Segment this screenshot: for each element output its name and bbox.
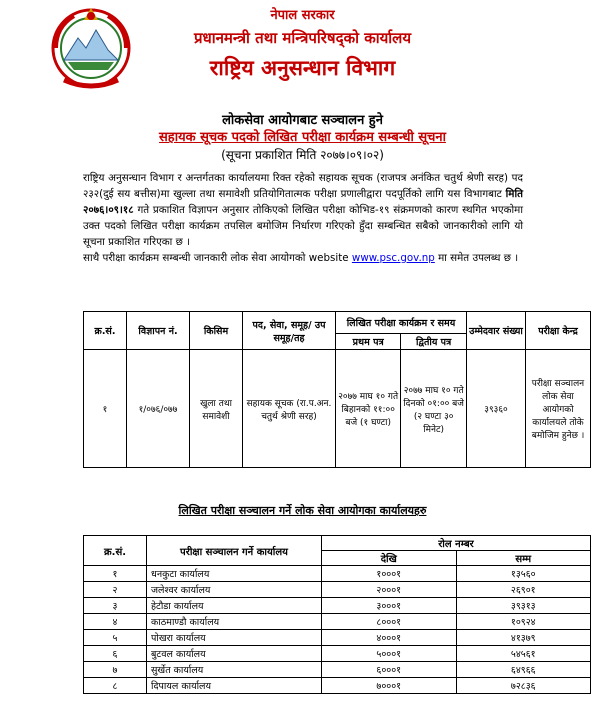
col-from: देखि [322,551,457,566]
cell-to: ३९३१३ [456,598,591,614]
exam-schedule-table [83,311,591,468]
cell-sn: ८ [84,678,147,694]
col-paper2: द्वितीय पत्र [401,334,467,350]
cell-office: धनकुटा कार्यालय [147,566,322,582]
cell-candidates: ३९३६० [467,350,526,468]
cell-office: बुटवल कार्यालय [147,646,322,662]
cell-to: २६९०१ [456,582,591,598]
paragraph-1: राष्ट्रिय अनुसन्धान विभाग र अन्तर्गतका कार्यालयमा रिक्त रहेको सहायक सूचक (राजपत्र अनंकित चतुर्थ श्रेणी सरह) पद २३२(दुई सय बत्तीस)मा खुल्ला तथा समावेशी प्रतियोगितात्मक परीक्षा प्रणालीद्वारा पदपूर्तिको लागि यस विभागबाट मिति २०७६।०९।१८ गते प्रकाशित विज्ञापन अनुसार तोकिएको लिखित परीक्षा कोभिड-१९ संक्रमणको कारण स्थगित भएकोमा उक्त पदको लिखित परीक्षा कार्यक्रम तपसिल बमोजिम निर्धारण गरिएको हुँदा सम्बन्धित सबैको जानकारीको लागि यो सूचना प्रकाशित गरिएका छ । [83,172,523,248]
cell-office: दिपायल कार्यालय [147,678,322,694]
table-row [84,598,591,614]
table-row [84,646,591,662]
cell-type: खुला तथा समावेशी [190,350,243,468]
table-row [84,566,591,582]
cell-post: सहायक सूचक (रा.प.अन. चतुर्थ श्रेणी सरह) [243,350,336,468]
table-row [84,678,591,694]
cell-office: जलेश्वर कार्यालय [147,582,322,598]
cell-to: १३५६० [456,566,591,582]
cell-to: ५४५६१ [456,646,591,662]
cell-paper1: २०७७ माघ १० गते बिहानको ११:०० बजे (१ घण्टा) [336,350,401,468]
published-date: (सूचना प्रकाशित मिति २०७७।०९।०२) [221,148,384,162]
cell-to: ४१३७९ [456,630,591,646]
cell-sn: १ [84,350,127,468]
offices-title: लिखित परीक्षा सञ्चालन गर्ने लोक सेवा आयोगका कार्यालयहरु [178,504,427,517]
cell-sn: ६ [84,646,147,662]
table-row [84,662,591,678]
cell-centre: परीक्षा सञ्चालन लोक सेवा आयोगको कार्यालयले तोके बमोजिम हुनेछ । [526,350,591,468]
paragraph-2: साथै परीक्षा कार्यक्रम सम्बन्धी जानकारी लोक सेवा आयोगको website www.psc.gov.np मा समेत उपलब्ध छ । [83,252,519,264]
department-name: राष्ट्रिय अनुसन्धान विभाग [209,56,396,80]
cell-from: २०००१ [322,582,457,598]
col-sn: क्र.सं. [84,312,127,350]
cell-from: ६०००१ [322,662,457,678]
table-row [84,614,591,630]
notice-body [83,170,523,266]
notice-subtitle: सहायक सूचक पदको लिखित परीक्षा कार्यक्रम सम्बन्धी सूचना [159,130,446,145]
cell-office: पोखरा कार्यालय [147,630,322,646]
cell-from: ५०००१ [322,646,457,662]
col-post: पद, सेवा, समूह/ उप समूह/तह [243,312,336,350]
psc-website-link[interactable]: www.psc.gov.np [351,252,435,264]
col-schedule: लिखित परीक्षा कार्यक्रम र समय [336,312,467,334]
cell-from: ४०००१ [322,630,457,646]
table-row [84,582,591,598]
table-row [84,350,591,468]
cell-office: काठमाण्डौ कार्यालय [147,614,322,630]
cell-sn: ३ [84,598,147,614]
col-office: परीक्षा सञ्चालन गर्ने कार्यालय [147,536,322,566]
cell-sn: ४ [84,614,147,630]
col-ad-no: विज्ञापन नं. [127,312,190,350]
cell-sn: १ [84,566,147,582]
letterhead [0,0,605,96]
col-paper1: प्रथम पत्र [336,334,401,350]
cell-office: हेटौडा कार्यालय [147,598,322,614]
cell-from: ७०००१ [322,678,457,694]
office-name: प्रधानमन्त्री तथा मन्त्रिपरिषद्को कार्यालय [193,29,412,47]
cell-sn: २ [84,582,147,598]
col-centre: परीक्षा केन्द्र [526,312,591,350]
cell-from: ३०००१ [322,598,457,614]
cell-to: ६४९६६ [456,662,591,678]
col-type: किसिम [190,312,243,350]
cell-sn: ७ [84,662,147,678]
offices-table [83,535,591,694]
cell-from: १०००१ [322,566,457,582]
col-roll: रोल नम्बर [322,536,591,551]
col-to: सम्म [456,551,591,566]
cell-ad-no: १/०७६/०७७ [127,350,190,468]
table-row [84,630,591,646]
col-sn: क्र.सं. [84,536,147,566]
cell-to: ७२८३६ [456,678,591,694]
cell-paper2: २०७७ माघ १० गते दिनको ०१:०० बजे (२ घण्टा ३० मिनेट) [401,350,467,468]
col-candidates: उम्मेदवार संख्या [467,312,526,350]
cell-to: १०९२४ [456,614,591,630]
notice-title: लोकसेवा आयोगबाट सञ्चालन हुने [222,113,383,128]
cell-from: ८०००१ [322,614,457,630]
cell-sn: ५ [84,630,147,646]
govt-name: नेपाल सरकार [270,8,335,23]
cell-office: सुर्खेत कार्यालय [147,662,322,678]
